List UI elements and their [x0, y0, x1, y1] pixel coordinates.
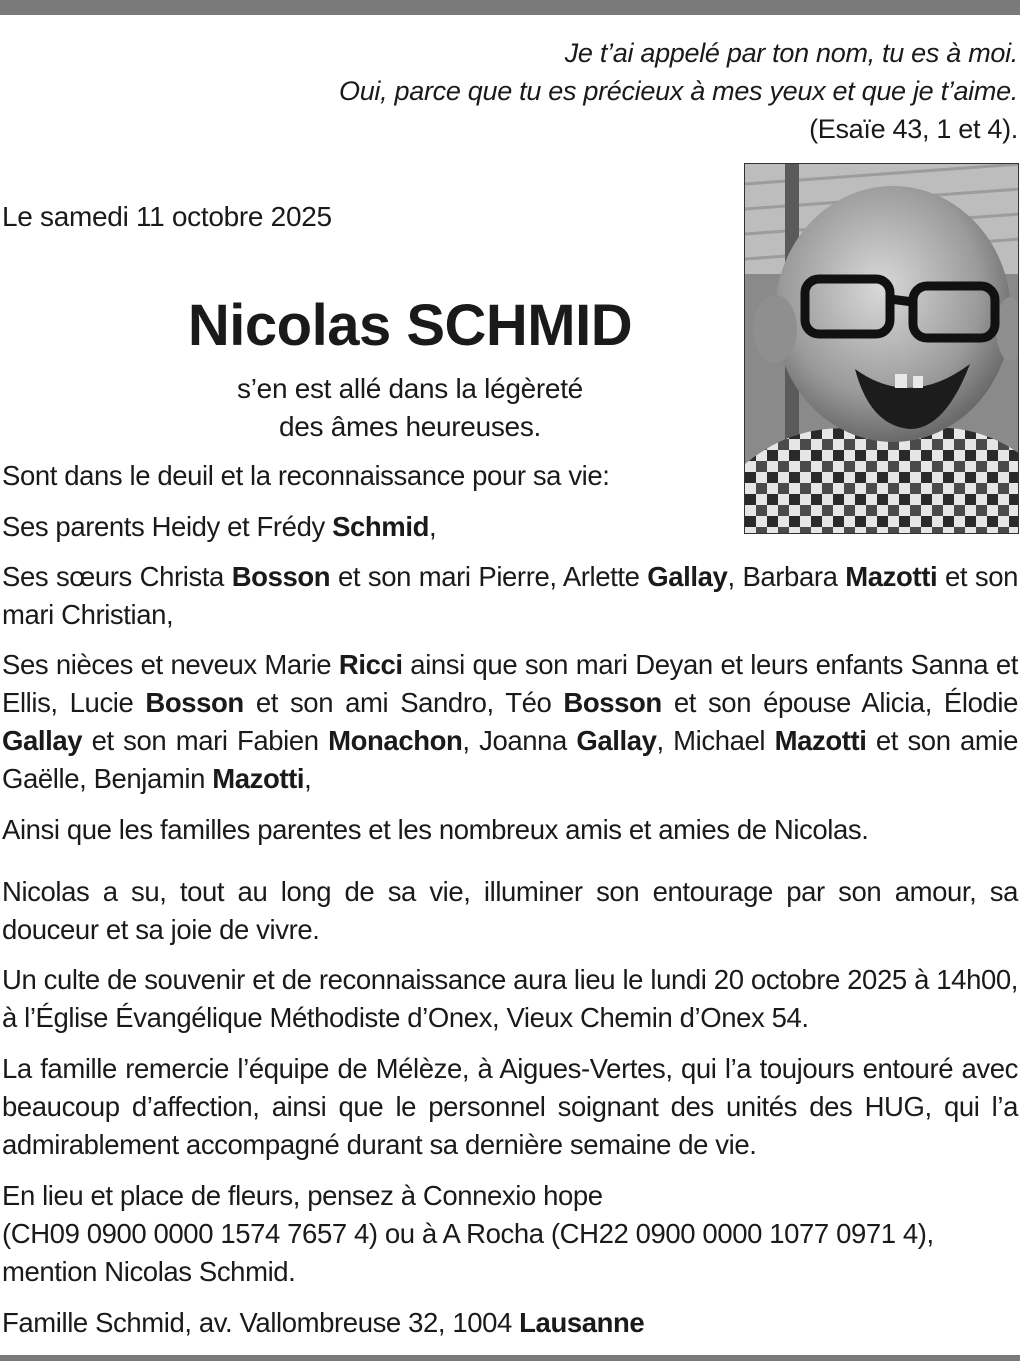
subtitle [0, 370, 820, 446]
bible-verse [118, 34, 1018, 148]
donation-line-1: En lieu et place de fleurs, pensez à Connexio hope [2, 1180, 603, 1211]
nieces-text: et son ami Sandro, Téo [243, 687, 564, 718]
parents-end: , [429, 511, 437, 542]
nieces-surname: Mazotti [212, 763, 305, 794]
top-rule [0, 0, 1020, 15]
nieces-surname: Bosson [563, 687, 662, 718]
mourners-sisters [2, 558, 1018, 634]
family-address [2, 1304, 644, 1342]
nieces-surname: Mazotti [774, 725, 867, 756]
sisters-surname: Mazotti [845, 561, 938, 592]
death-date: Le samedi 11 octobre 2025 [2, 201, 332, 232]
parents-text: Ses parents Heidy et Frédy [2, 511, 333, 542]
sisters-text: et son mari Christian, [2, 561, 1018, 630]
service-paragraph: Un culte de souvenir et de reconnaissance aura lieu le lundi 20 octobre 2025 à 14h00, à l’Église Évangélique Méthodiste d’Onex, Vieux Chemin d’Onex 54. [2, 964, 1018, 1033]
nieces-text: Ses nièces et neveux Marie [2, 649, 339, 680]
nieces-text: ainsi que son mari Deyan et leurs enfants Sanna et Ellis, Lucie [2, 649, 1018, 718]
verse-line-2: Oui, parce que tu es précieux à mes yeux et que je t’aime. [339, 76, 1018, 106]
mourners-nieces [2, 646, 1018, 798]
nieces-text: , Michael [656, 725, 775, 756]
address-city: Lausanne [519, 1307, 645, 1338]
nieces-surname: Monachon [328, 725, 463, 756]
donation-line-3: mention Nicolas Schmid. [2, 1256, 296, 1287]
sisters-text: , Barbara [727, 561, 846, 592]
nieces-surname: Gallay [2, 725, 83, 756]
tribute-paragraph: Nicolas a su, tout au long de sa vie, illuminer son entourage par son amour, sa douceur et sa joie de vivre. [2, 876, 1018, 945]
address-text: Famille Schmid, av. Vallombreuse 32, 1004 [2, 1307, 520, 1338]
donation-paragraph [2, 1177, 934, 1291]
portrait-illustration [745, 164, 1019, 534]
donation-line-2: (CH09 0900 0000 1574 7657 4) ou à A Rocha (CH22 0900 0000 1077 0971 4), [2, 1218, 934, 1249]
mourners-intro: Sont dans le deuil et la reconnaissance pour sa vie: [2, 460, 610, 491]
nieces-text: , Joanna [462, 725, 577, 756]
verse-line-1: Je t’ai appelé par ton nom, tu es à moi. [564, 38, 1018, 68]
sisters-text: et son mari Pierre, Arlette [330, 561, 648, 592]
bottom-rule [0, 1355, 1020, 1361]
nieces-text: et son mari Fabien [82, 725, 329, 756]
nieces-text: , [304, 763, 312, 794]
verse-reference: (Esaïe 43, 1 et 4). [809, 114, 1018, 144]
thanks-paragraph: La famille remercie l’équipe de Mélèze, à Aigues-Vertes, qui l’a toujours entouré avec beaucoup d’affection, ainsi que le personnel soignant des unités des HUG, qui l’a admirablement accompagné durant sa dernière semaine de vie. [2, 1053, 1018, 1160]
subtitle-line-2: des âmes heureuses. [278, 411, 541, 442]
sisters-text: Ses sœurs Christa [2, 561, 232, 592]
sisters-surname: Gallay [647, 561, 728, 592]
mourners-parents [2, 508, 436, 546]
nieces-text: et son épouse Alicia, Élodie [661, 687, 1018, 718]
subtitle-line-1: s’en est allé dans la légèreté [237, 373, 583, 404]
nieces-surname: Gallay [576, 725, 657, 756]
nieces-surname: Ricci [338, 649, 403, 680]
mourners-others: Ainsi que les familles parentes et les nombreux amis et amies de Nicolas. [2, 814, 869, 845]
portrait-photo [744, 163, 1019, 534]
sisters-surname: Bosson [231, 561, 331, 592]
deceased-name: Nicolas SCHMID [187, 293, 633, 358]
nieces-surname: Bosson [145, 687, 244, 718]
parents-surname: Schmid [332, 511, 429, 542]
nieces-text: et son amie Gaëlle, Benjamin [2, 725, 1019, 794]
